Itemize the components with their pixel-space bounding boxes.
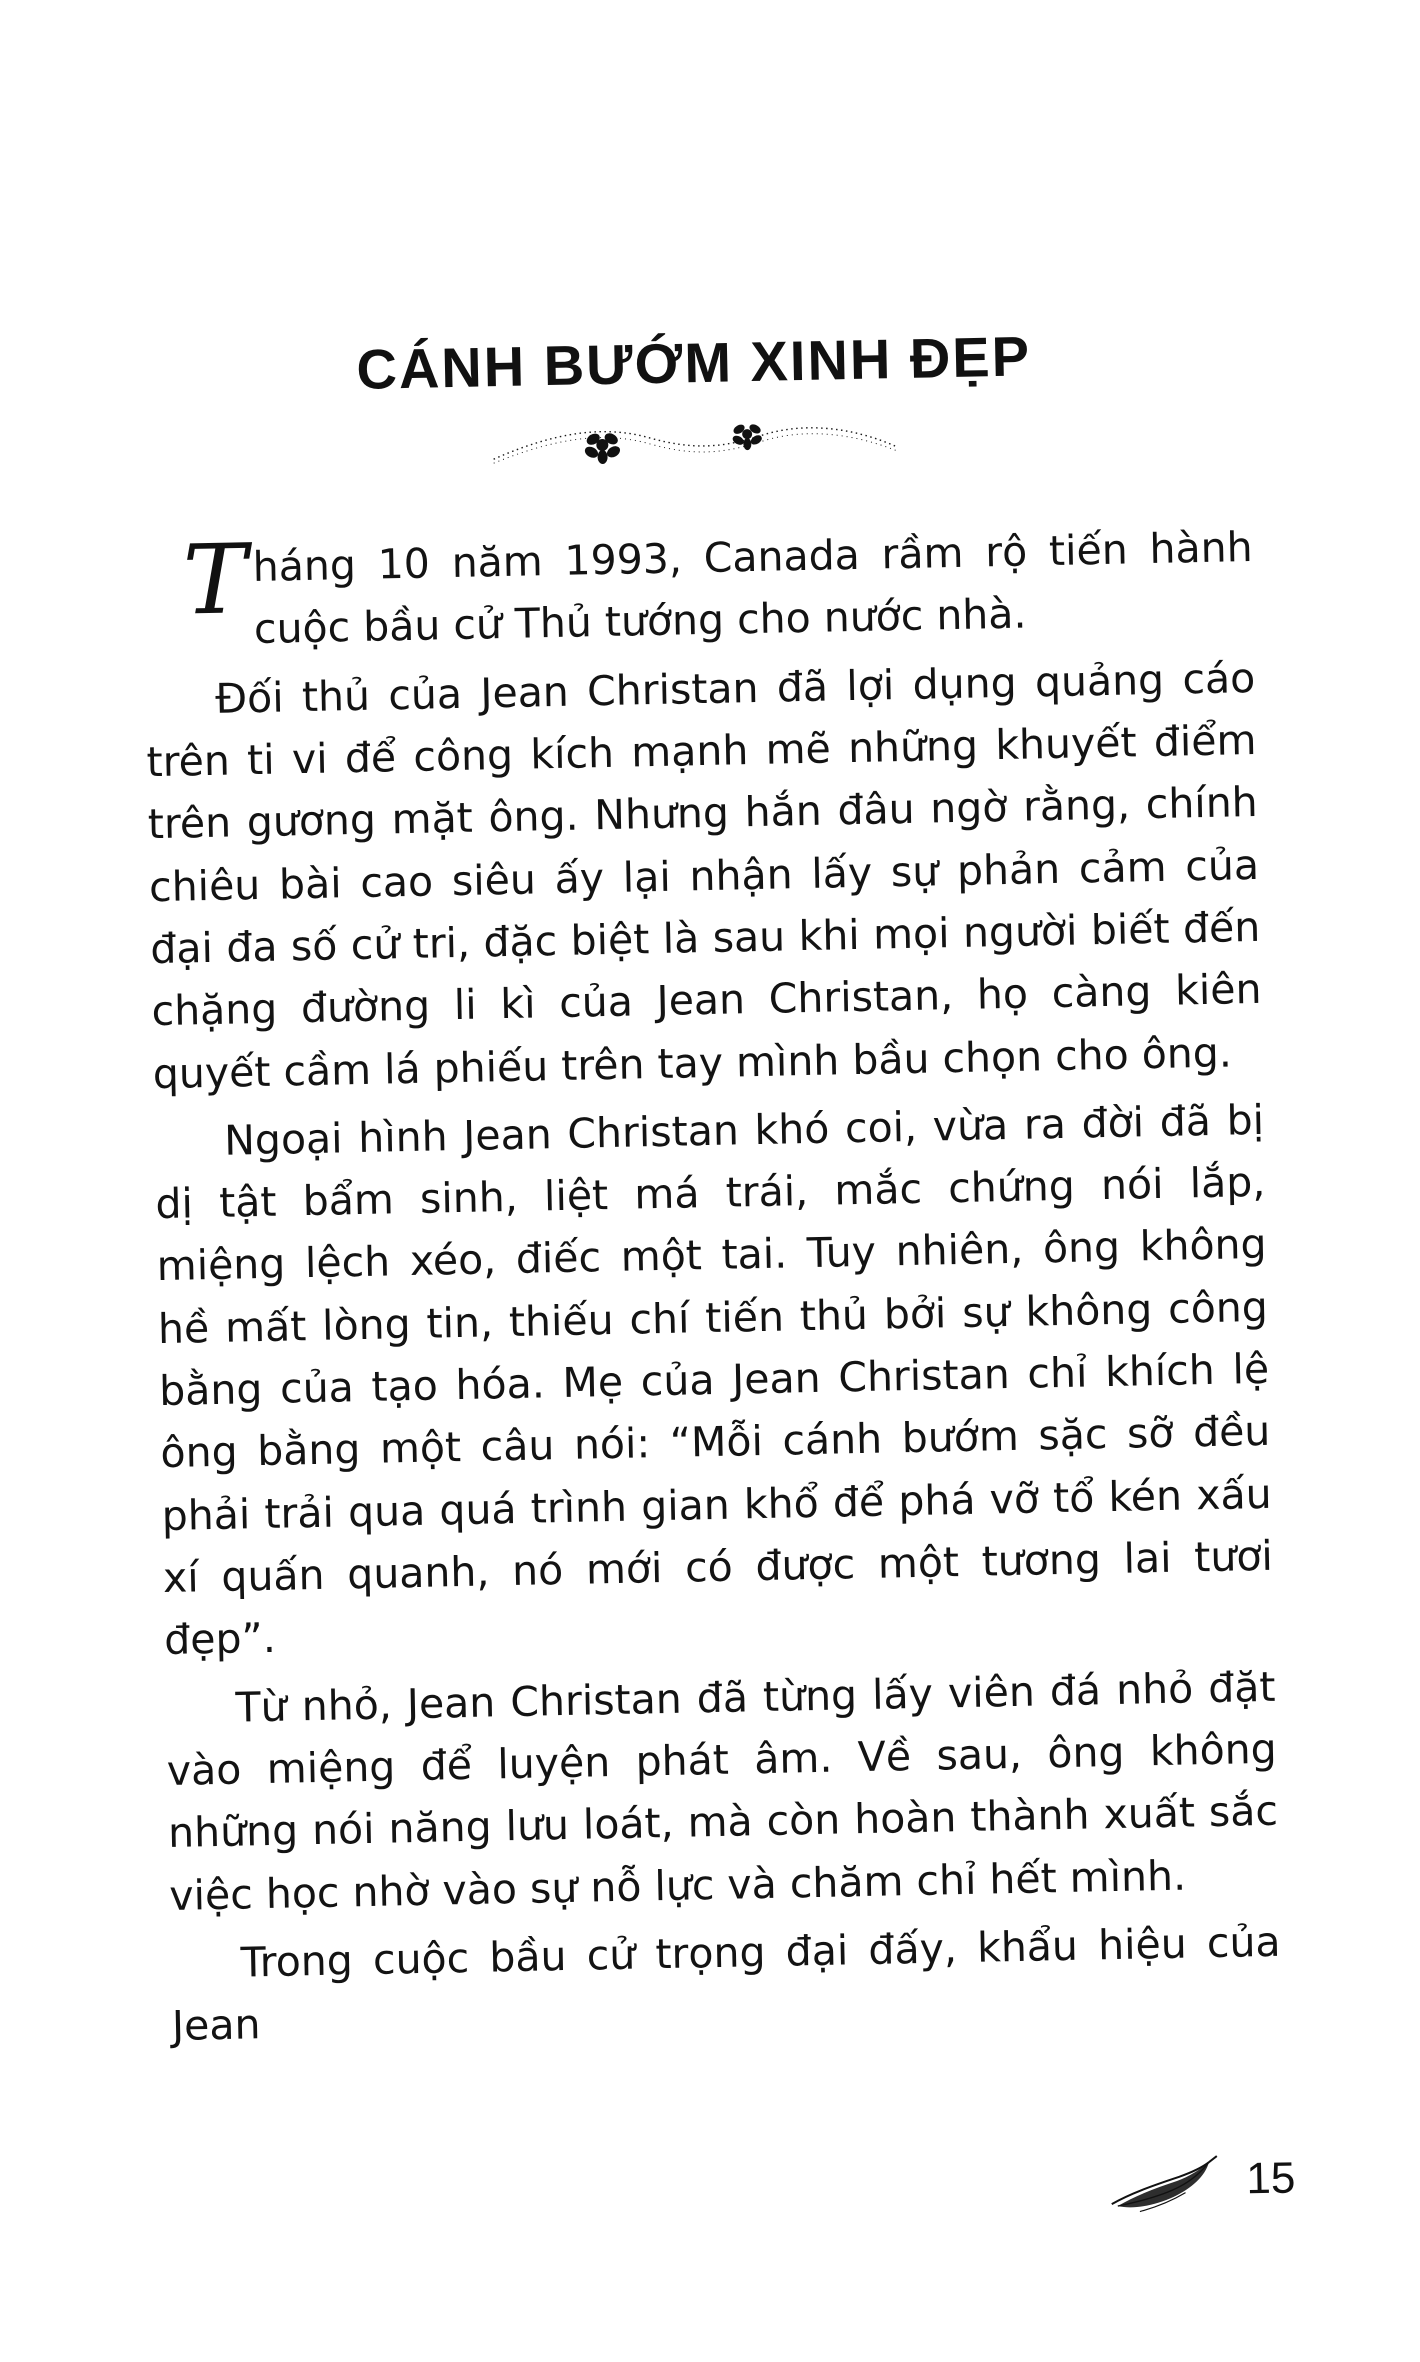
paragraph-text: háng 10 năm 1993, Canada rầm rộ tiến hành cuộc bầu cử Thủ tướng cho nước nhà. <box>252 522 1254 654</box>
paragraph-text: Từ nhỏ, Jean Christan đã từng lấy viên đá nhỏ đặt vào miệng để luyện phát âm. Về sau, ông không những nói năng lưu loát, mà còn hoàn thành xuất sắc việc học nhờ vào sự nỗ lực và chăm chỉ hết mình. <box>166 1662 1279 1920</box>
paragraph <box>142 516 1254 663</box>
paragraph <box>154 1089 1275 1672</box>
paragraph <box>145 647 1264 1105</box>
floral-divider-ornament <box>485 409 906 487</box>
paragraph <box>165 1655 1280 1926</box>
page-number: 15 <box>1245 2153 1296 2204</box>
leaf-flourish-ornament <box>1105 2150 1226 2222</box>
page-title: CÁNH BƯỚM XINH ĐẸP <box>355 324 1032 401</box>
drop-cap: T <box>181 523 249 637</box>
page-content <box>138 319 1282 2063</box>
paragraph <box>170 1911 1282 2058</box>
body-text <box>142 516 1282 2057</box>
paragraph-text: Đối thủ của Jean Christan đã lợi dụng quảng cáo trên ti vi để công kích mạnh mẽ những khuyết điểm trên gương mặt ông. Nhưng hắn đâu ngờ rằng, chính chiêu bài cao siêu ấy lại nhận lấy sự phản cảm của đại đa số cử tri, đặc biệt là sau khi mọi người biết đến chặng đường li kì của Jean Christan, họ càng kiên quyết cầm lá phiếu trên tay mình bầu chọn cho ông. <box>146 653 1262 1098</box>
paragraph-text: Trong cuộc bầu cử trọng đại đấy, khẩu hiệu của Jean <box>171 1917 1282 2051</box>
paragraph-text: Ngoại hình Jean Christan khó coi, vừa ra đời đã bị dị tật bẩm sinh, liệt má trái, mắc chứng nói lắp, miệng lệch xéo, điếc một tai. Tuy nhiên, ông không hề mất lòng tin, thiếu chí tiến thủ bởi sự không công bằng của tạo hóa. Mẹ của Jean Christan chỉ khích lệ ông bằng một câu nói: “Mỗi cánh bướm sặc sỡ đều phải trải qua quá trình gian khổ để phá vỡ tổ kén xấu xí quấn quanh, nó mới có được một tương lai tươi đẹp”. <box>155 1095 1274 1665</box>
